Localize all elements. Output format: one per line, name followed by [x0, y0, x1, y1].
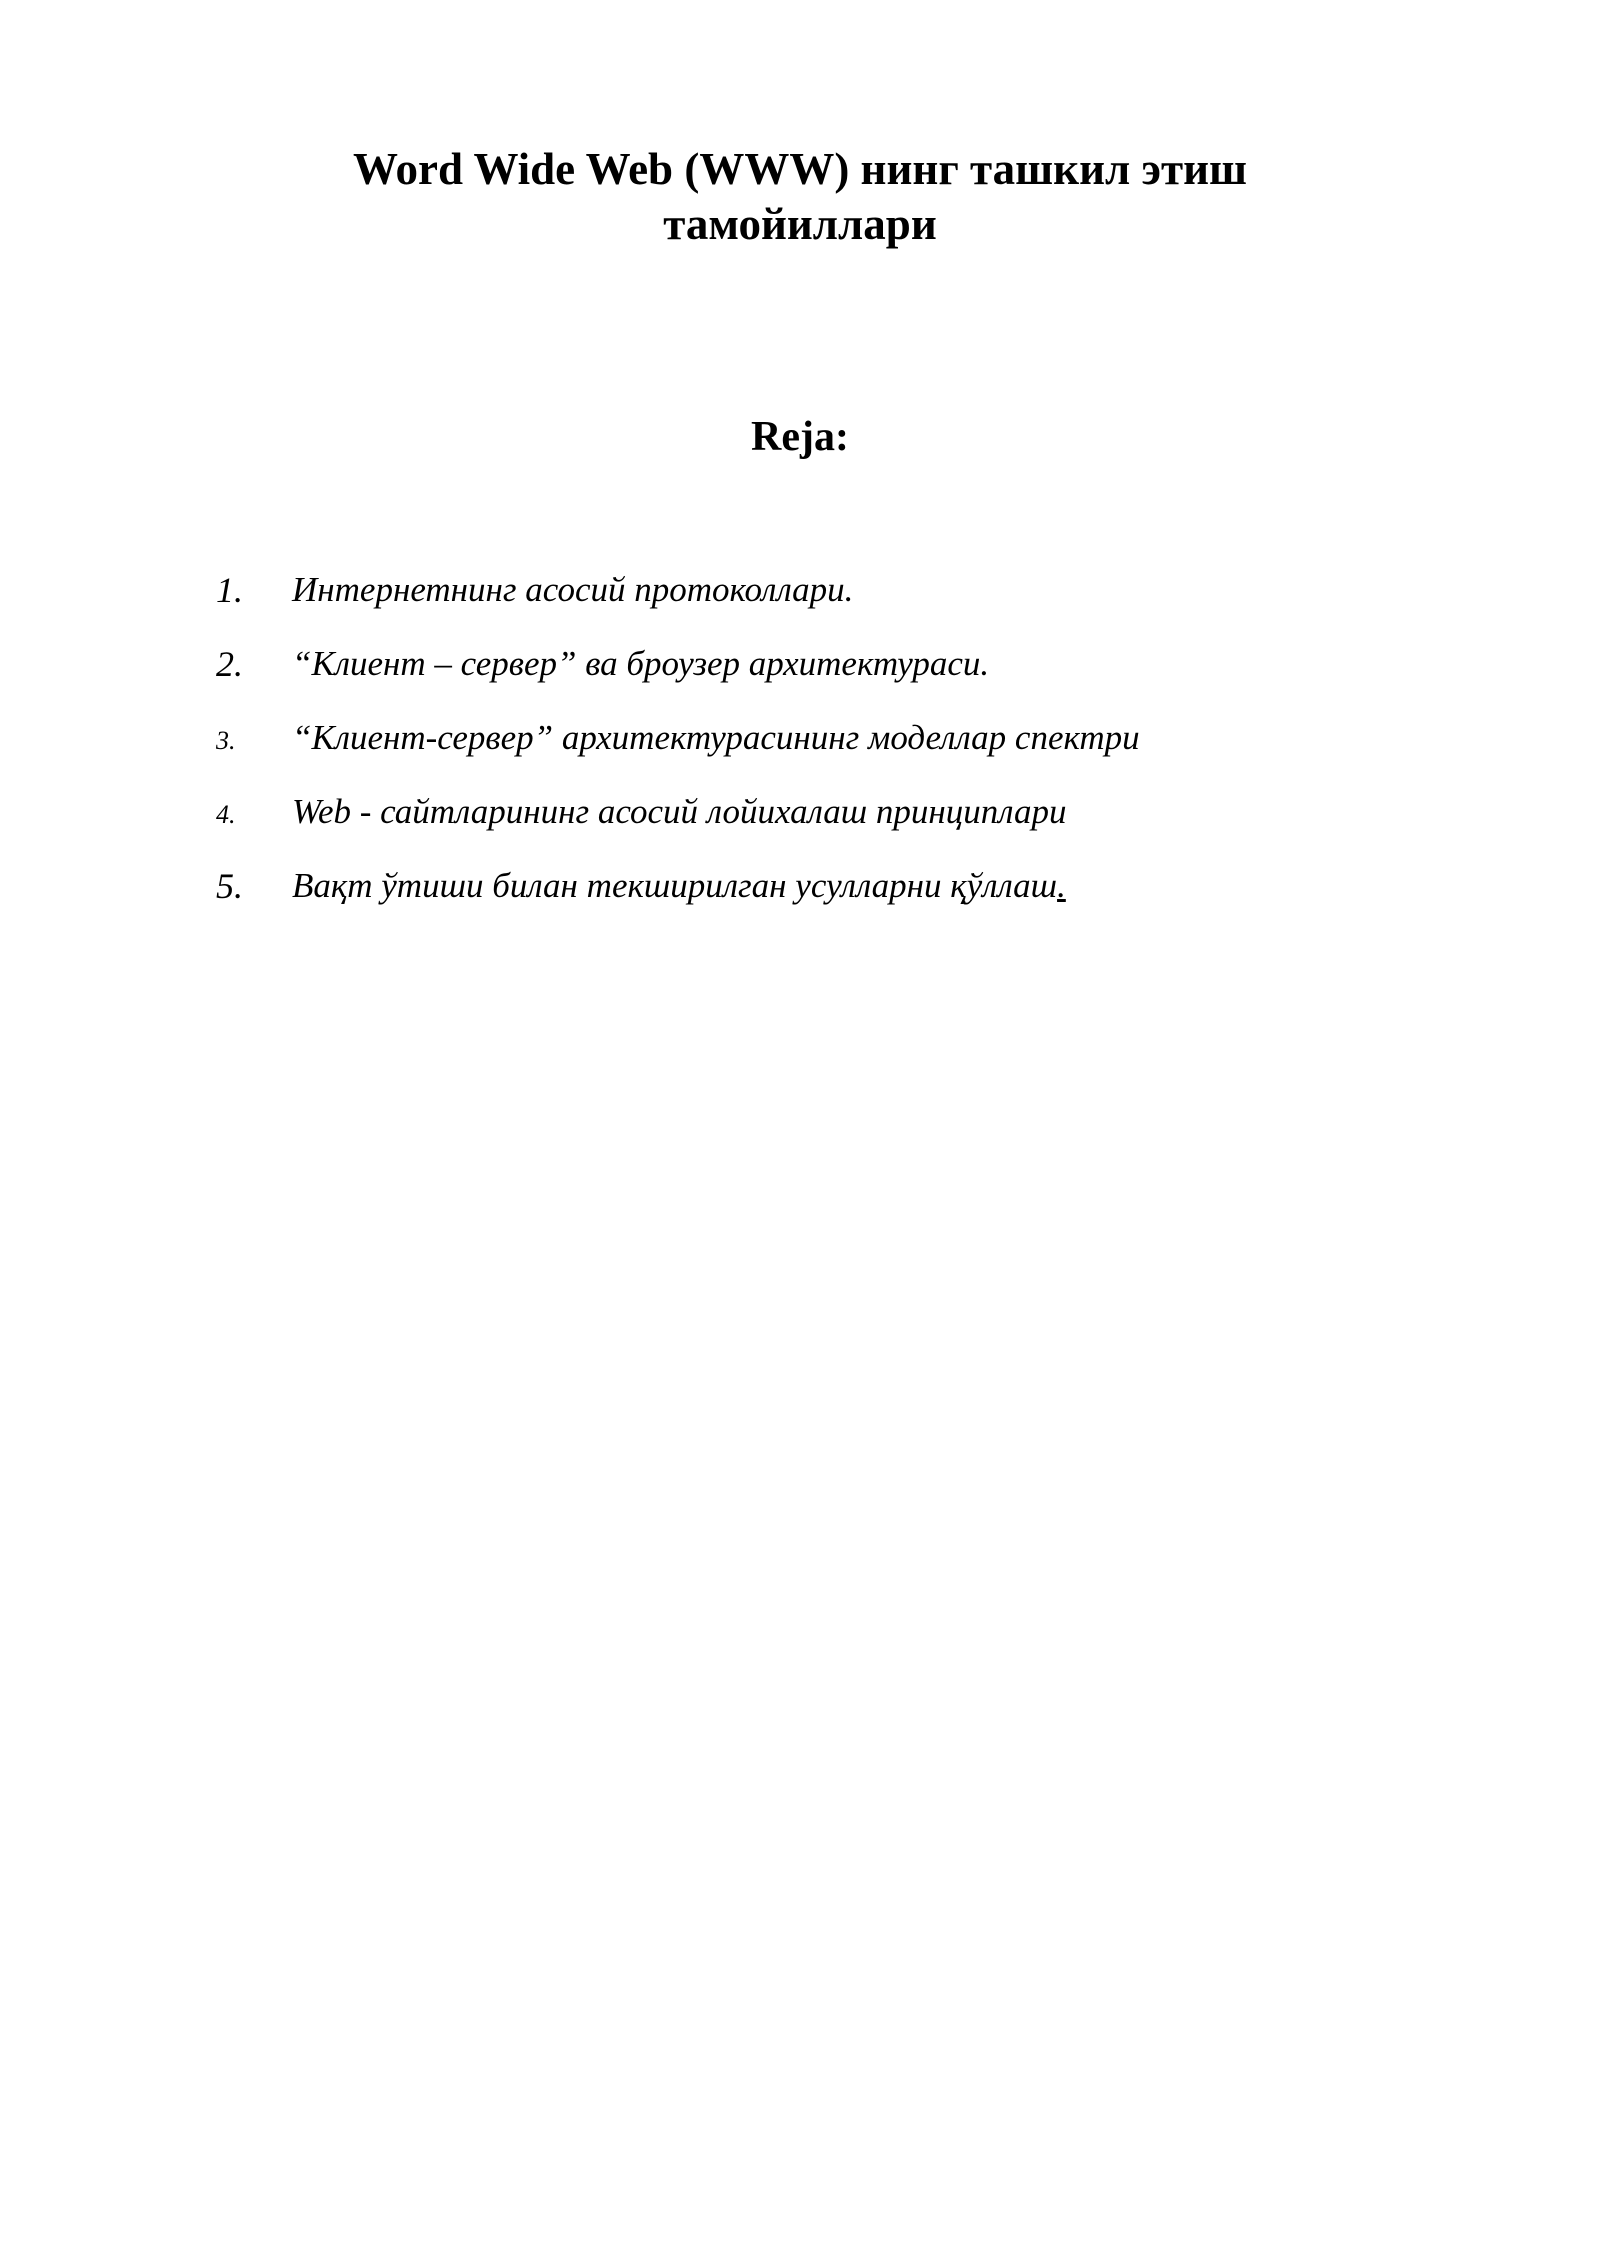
list-item-marker: 1.: [216, 570, 243, 610]
list-item-text: [292, 713, 1560, 763]
list-item: [0, 639, 1600, 713]
list-item: [0, 713, 1600, 787]
list-item-marker: 3.: [216, 726, 236, 755]
list-item-marker: 4.: [216, 800, 236, 829]
list-item-marker: 5.: [216, 866, 243, 906]
list-item-text: [292, 787, 1560, 837]
list-item-text: [292, 565, 1560, 615]
list-item: [0, 787, 1600, 861]
plan-list: [0, 565, 1600, 935]
list-item: [0, 565, 1600, 639]
list-item-text-main: “Клиент-сервер” архитектурасининг моделлар спектри: [292, 718, 1140, 757]
list-item-text-main: Вақт ўтиши билан текширилган усулларни қўллаш: [292, 866, 1058, 905]
list-item-text-main: Интернетнинг асосий протоколлари.: [292, 570, 854, 609]
list-item-text: [292, 861, 1560, 911]
list-item-text: [292, 639, 1560, 689]
list-item-text-main: “Клиент – сервер” ва броузер архитектураси.: [292, 644, 990, 683]
list-item-text-main: Web - сайтларининг асосий лойихалаш принциплари: [292, 792, 1067, 831]
page-title: [180, 142, 1420, 252]
list-item-marker: 2.: [216, 644, 243, 684]
title-line-1: Word Wide Web (WWW) нинг ташкил этиш: [352, 144, 1247, 194]
plan-heading: Reja:: [751, 414, 849, 460]
list-item: [0, 861, 1600, 935]
list-item-trailing: .: [1057, 866, 1066, 905]
title-line-2: тамойиллари: [663, 198, 937, 249]
